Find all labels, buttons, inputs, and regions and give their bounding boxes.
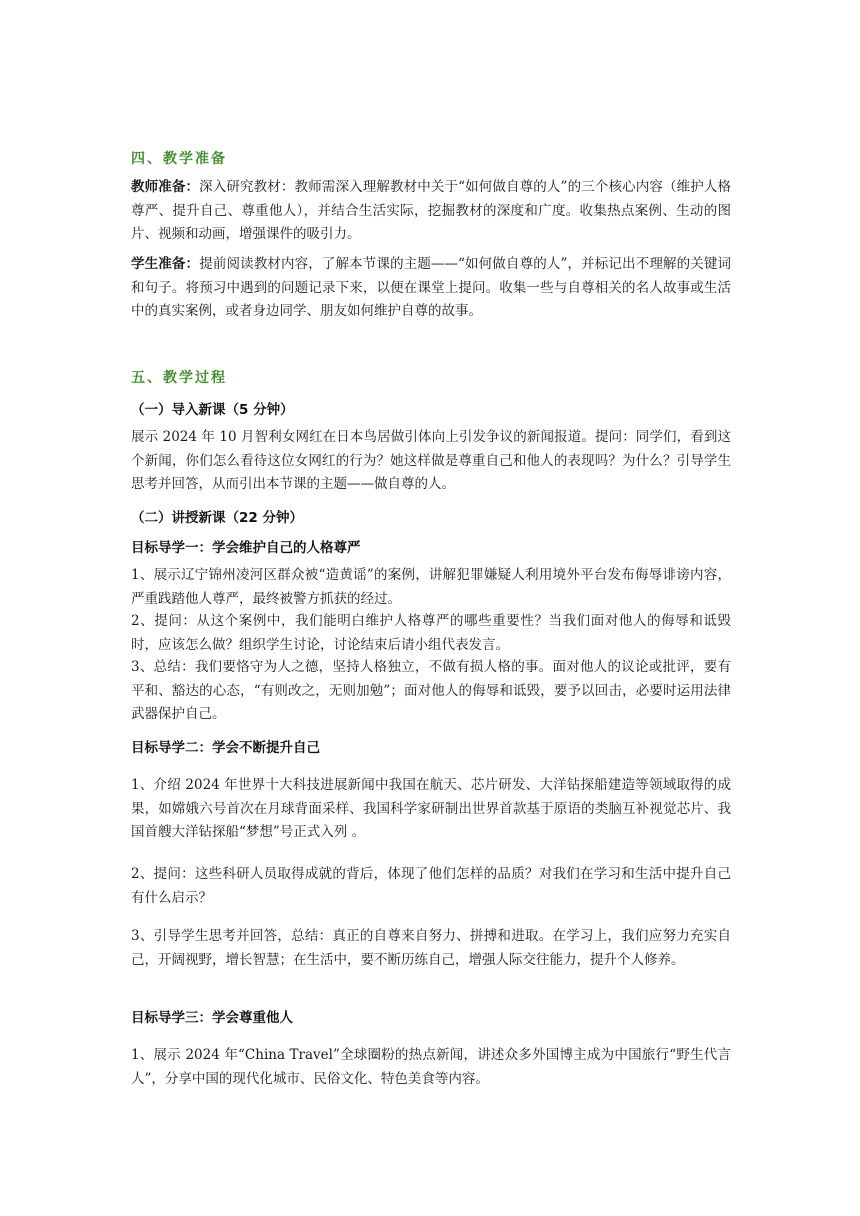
teacher-preparation-text: 深入研究教材：教师需深入理解教材中关于“如何做自尊的人”的三个核心内容（维护人格尊严、提升自己、尊重他人），并结合生活实际，挖掘教材的深度和广度。收集热点案例、生动的图片、视频和动画，增强课件的吸引力。 (131, 179, 731, 242)
student-preparation-text: 提前阅读教材内容，了解本节课的主题——“如何做自尊的人”，并标记出不理解的关键词和句子。将预习中遇到的问题记录下来，以便在课堂上提问。收集一些与自尊相关的名人故事或生活中的真实案例，或者身边同学、朋友如何维护自尊的故事。 (131, 256, 732, 319)
student-preparation-label: 学生准备： (131, 256, 200, 272)
goal-1-point-2: 2、提问：从这个案例中，我们能明白维护人格尊严的哪些重要性？当我们面对他人的侮辱和诋毁时，应该怎么做？组织学生讨论，讨论结束后请小组代表发言。 (131, 613, 731, 653)
part-1-heading: （一）导入新课（5 分钟） (131, 402, 294, 418)
goal-3-point-1: 1、展示 2024 年“China Travel”全球圈粉的热点新闻，讲述众多外国博主成为中国旅行“野生代言人”，分享中国的现代化城市、民俗文化、特色美食等内容。 (131, 1047, 731, 1087)
section-5-heading: 五、教学过程 (131, 370, 227, 386)
goal-1-point-3: 3、总结：我们要恪守为人之德，坚持人格独立，不做有损人格的事。面对他人的议论或批评，要有平和、豁达的心态，“有则改之，无则加勉”；面对他人的侮辱和诋毁，要予以回击，必要时运用法律武器保护自己。 (131, 659, 731, 722)
goal-2-point-2: 2、提问：这些科研人员取得成就的背后，体现了他们怎样的品质？对我们在学习和生活中提升自己有什么启示？ (131, 866, 731, 906)
part-2-heading: （二）讲授新课（22 分钟） (131, 510, 303, 526)
section-4-heading: 四、教学准备 (131, 151, 227, 167)
goal-1-point-1: 1、展示辽宁锦州凌河区群众被“造黄谣”的案例，讲解犯罪嫌疑人利用境外平台发布侮辱诽谤内容，严重践踏他人尊严，最终被警方抓获的经过。 (131, 567, 731, 607)
student-preparation-paragraph (131, 253, 731, 324)
goal-1-heading: 目标导学一：学会维护自己的人格尊严 (131, 540, 361, 556)
teacher-preparation-label: 教师准备： (131, 179, 200, 195)
goal-2-point-3: 3、引导学生思考并回答，总结：真正的自尊来自努力、拼搏和进取。在学习上，我们应努力充实自己，开阔视野，增长智慧；在生活中，要不断历练自己，增强人际交往能力，提升个人修养。 (131, 928, 731, 968)
goal-2-point-1: 1、介绍 2024 年世界十大科技进展新闻中我国在航天、芯片研发、大洋钻探船建造等领域取得的成果，如嫦娥六号首次在月球背面采样、我国科学家研制出世界首款基于原语的类脑互补视觉芯片、我国首艘大洋钻探船“梦想”号正式入列 。 (131, 777, 731, 840)
goal-2-heading: 目标导学二：学会不断提升自己 (131, 740, 320, 756)
part-1-paragraph: 展示 2024 年 10 月智利女网红在日本鸟居做引体向上引发争议的新闻报道。提问：同学们，看到这个新闻，你们怎么看待这位女网红的行为？她这样做是尊重自己和他人的表现吗？为什么？引导学生思考并回答，从而引出本节课的主题——做自尊的人。 (131, 429, 731, 492)
teacher-preparation-paragraph (131, 176, 731, 247)
goal-3-heading: 目标导学三：学会尊重他人 (131, 1010, 293, 1026)
